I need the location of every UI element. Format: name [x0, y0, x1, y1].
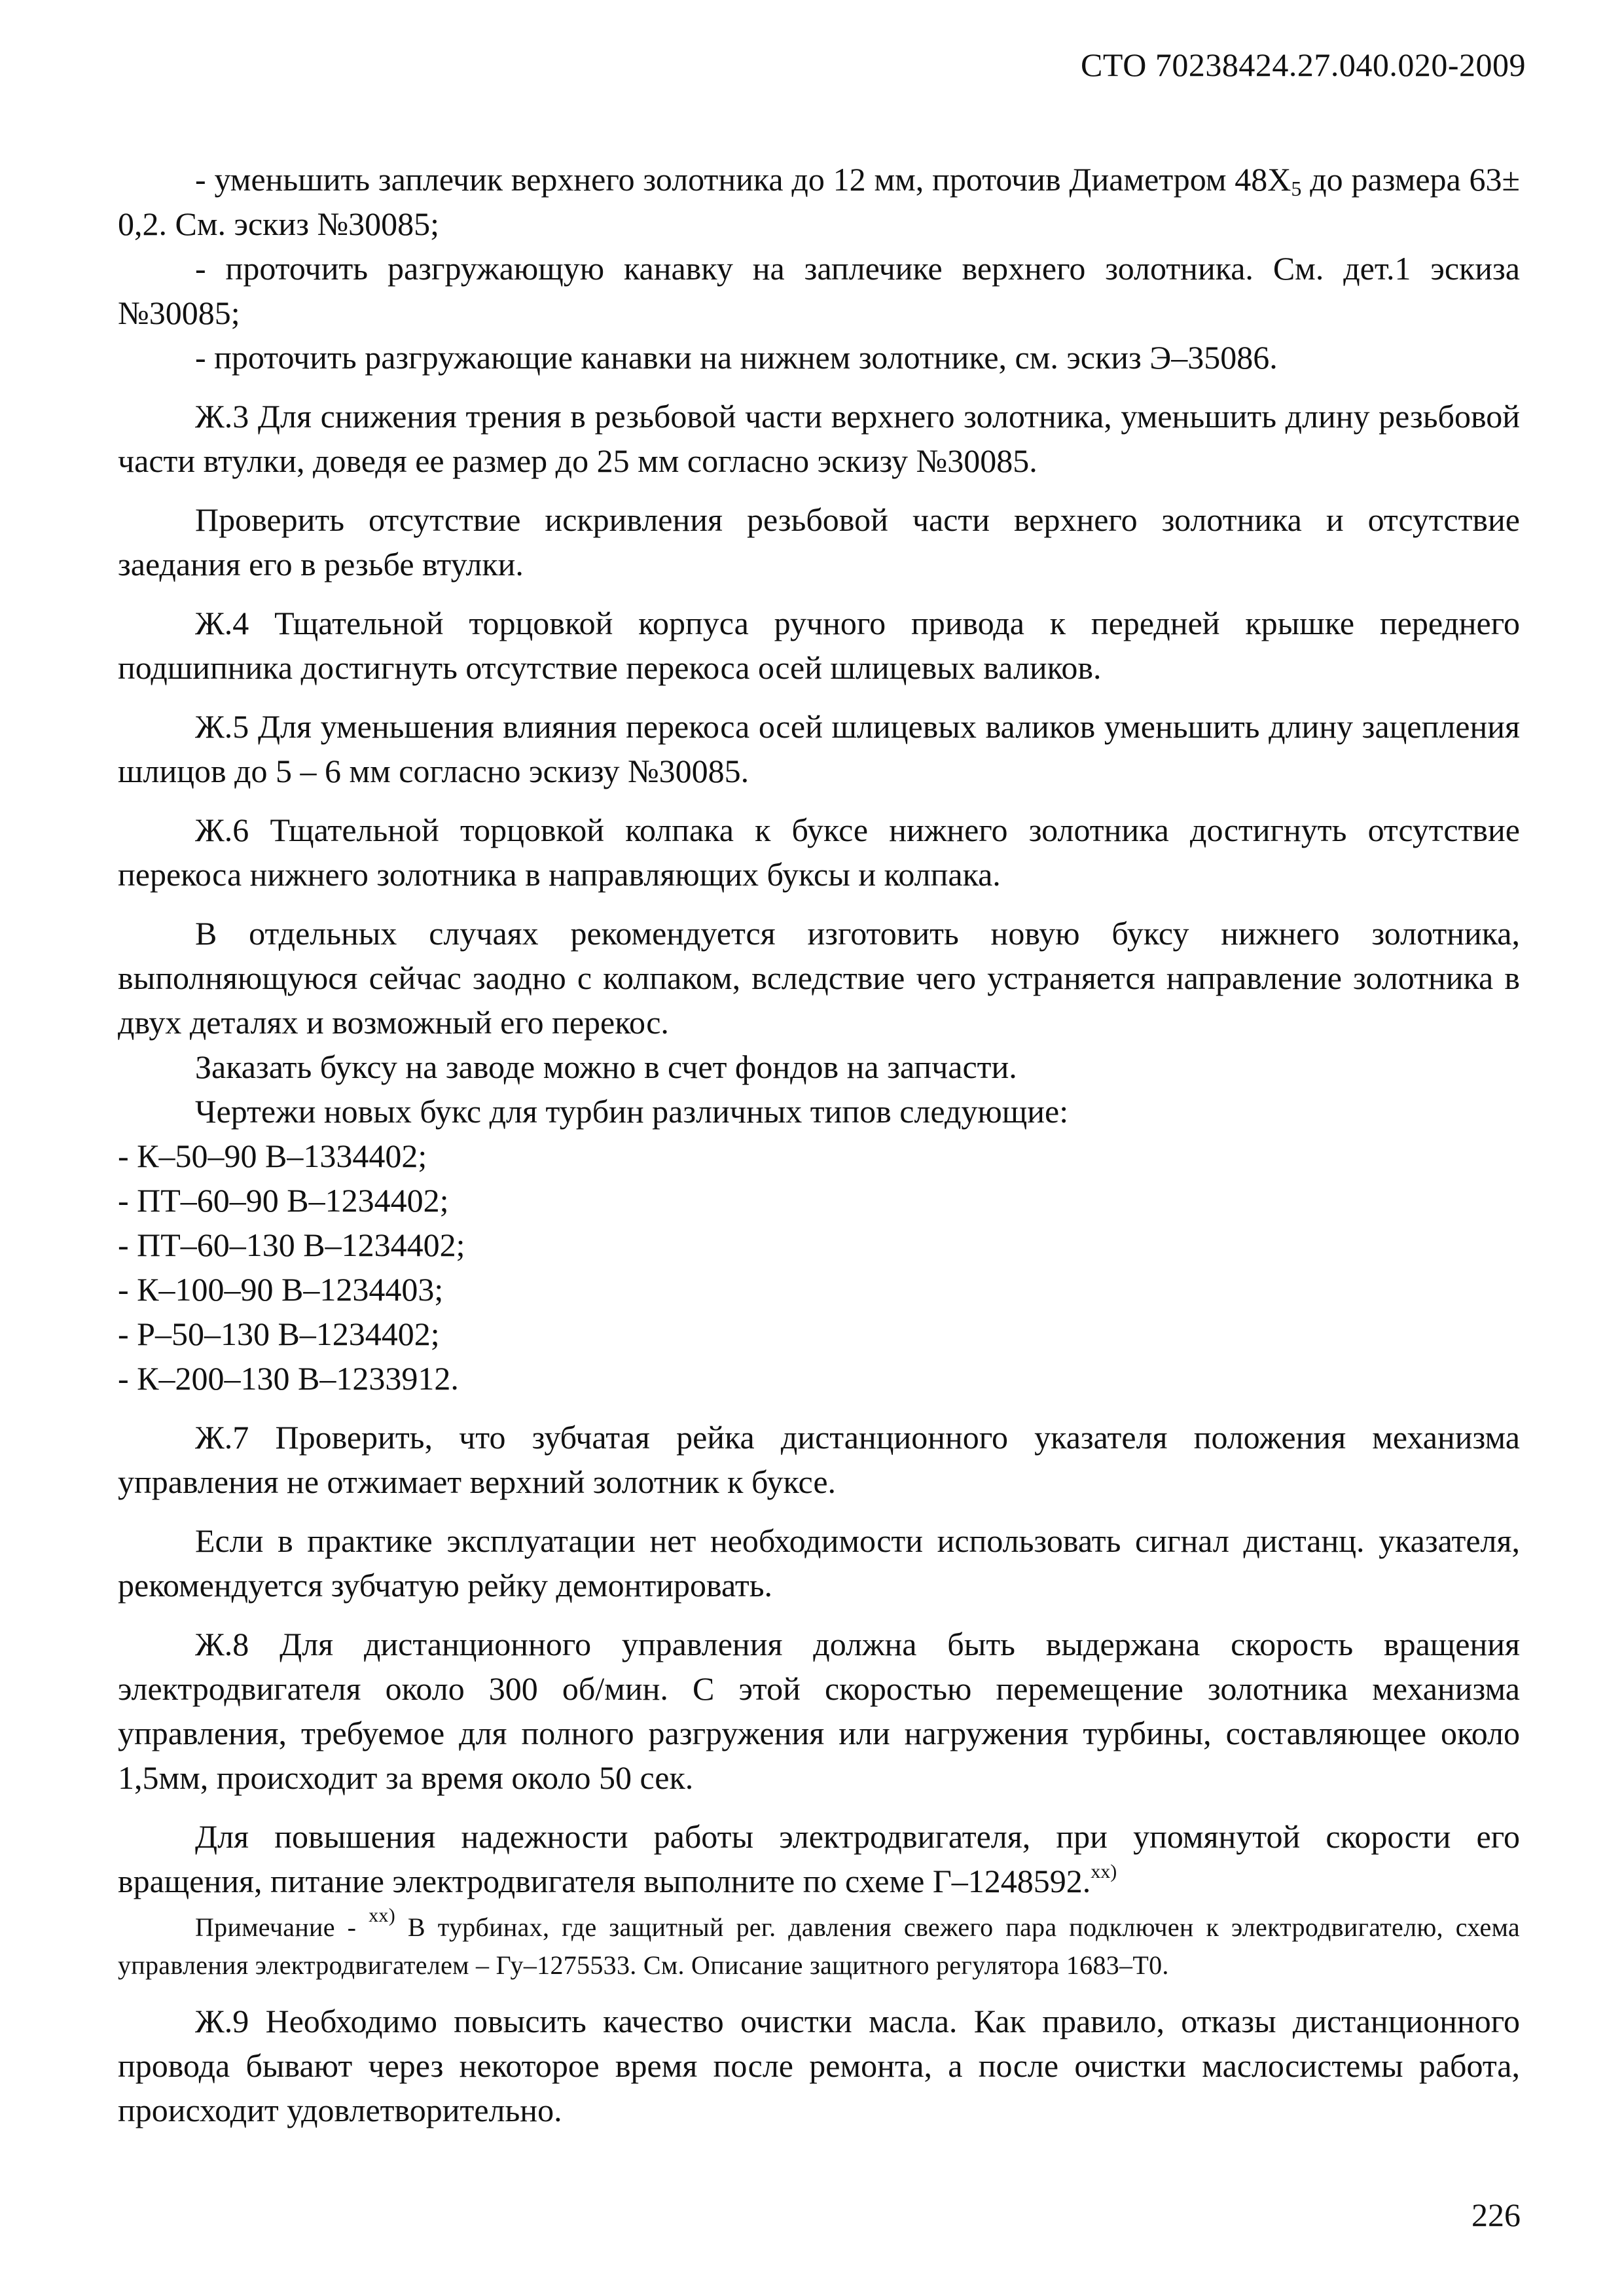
paragraph-zh4: Ж.4 Тщательной торцовкой корпуса ручного привода к передней крышке переднего подшипника достигнуть отсутствие перекоса осей шлицевых валиков.: [118, 605, 1520, 686]
list-item: - К–50–90 В–1334402;: [118, 1138, 427, 1174]
page-number: 226: [1471, 2197, 1521, 2233]
paragraph-reliability: [118, 1814, 1520, 1903]
paragraph-zh9: Ж.9 Необходимо повысить качество очистки масла. Как правило, отказы дистанционного провода бывают через некоторое время после ремонта, а после очистки маслосистемы работа, происходит удовлетворительно.: [118, 2003, 1520, 2128]
paragraph-zh6: Ж.6 Тщательной торцовкой колпака к буксе нижнего золотника достигнуть отсутствие перекоса нижнего золотника в направляющих буксы и колпака.: [118, 812, 1520, 893]
reliability-text: Для повышения надежности работы электродвигателя, при упомянутой скорости его вращения, питание электродвигателя выполните по схеме Г–1248592.: [118, 1818, 1520, 1899]
list-item: - Р–50–130 В–1234402;: [118, 1316, 440, 1352]
paragraph-zh5: Ж.5 Для уменьшения влияния перекоса осей шлицевых валиков уменьшить длину зацепления шлицов до 5 – 6 мм согласно эскизу №30085.: [118, 708, 1520, 789]
bush-drawings-list: [118, 1134, 1520, 1401]
intro-item-3: - проточить разгружающие канавки на нижнем золотнике, см. эскиз Э–35086.: [195, 339, 1278, 376]
paragraph-order: Заказать буксу на заводе можно в счет фондов на запчасти.: [195, 1049, 1017, 1085]
list-item: - ПТ–60–90 В–1234402;: [118, 1182, 449, 1219]
note-footnote-marker: xx): [369, 1905, 396, 1926]
intro-item-1-subscript: 5: [1291, 177, 1302, 200]
intro-item-1: [118, 157, 1520, 246]
paragraph-separate: В отдельных случаях рекомендуется изготовить новую буксу нижнего золотника, выполняющуюся сейчас заодно с колпаком, вследствие чего устраняется направление золотника в двух деталях и возможный его перекос.: [118, 915, 1520, 1041]
note-text: В турбинах, где защитный рег. давления свежего пара подключен к электродвигателю, схема управления электродвигателем – Гу–1275533. См. Описание защитного регулятора 1683–Т0.: [118, 1912, 1520, 1980]
page-body: [118, 157, 1520, 2132]
intro-item-1-text: - уменьшить заплечик верхнего золотника до 12 мм, проточив Диаметром 48Х: [195, 161, 1291, 198]
footnote-marker: xx): [1091, 1861, 1117, 1882]
list-item: - К–200–130 В–1233912.: [118, 1360, 459, 1397]
paragraph-practice: Если в практике эксплуатации нет необходимости использовать сигнал дистанц. указателя, рекомендуется зубчатую рейку демонтировать.: [118, 1522, 1520, 1604]
note-label: Примечание -: [195, 1912, 369, 1942]
doc-code: СТО 70238424.27.040.020-2009: [1081, 46, 1526, 83]
intro-item-2: - проточить разгружающую канавку на заплечике верхнего золотника. См. дет.1 эскиза №30085;: [118, 250, 1520, 331]
intro-item-1-tail: до размера 63± 0,2. См. эскиз №30085;: [118, 161, 1520, 242]
paragraph-zh3: Ж.3 Для снижения трения в резьбовой части верхнего золотника, уменьшить длину резьбовой части втулки, доведя ее размер до 25 мм согласно эскизу №30085.: [118, 398, 1520, 479]
paragraph-drawings: Чертежи новых букс для турбин различных типов следующие:: [195, 1093, 1069, 1130]
paragraph-check: Проверить отсутствие искривления резьбовой части верхнего золотника и отсутствие заедания его в резьбе втулки.: [118, 501, 1520, 583]
paragraph-zh7: Ж.7 Проверить, что зубчатая рейка дистанционного указателя положения механизма управления не отжимает верхний золотник к буксе.: [118, 1419, 1520, 1500]
note: [118, 1905, 1520, 1984]
list-item: - ПТ–60–130 В–1234402;: [118, 1227, 465, 1263]
list-item: - К–100–90 В–1234403;: [118, 1271, 444, 1308]
paragraph-zh8: Ж.8 Для дистанционного управления должна быть выдержана скорость вращения электродвигателя около 300 об/мин. С этой скоростью перемещение золотника механизма управления, требуемое для полного разгружения или нагружения турбины, составляющее около 1,5мм, происходит за время около 50 сек.: [118, 1626, 1520, 1796]
